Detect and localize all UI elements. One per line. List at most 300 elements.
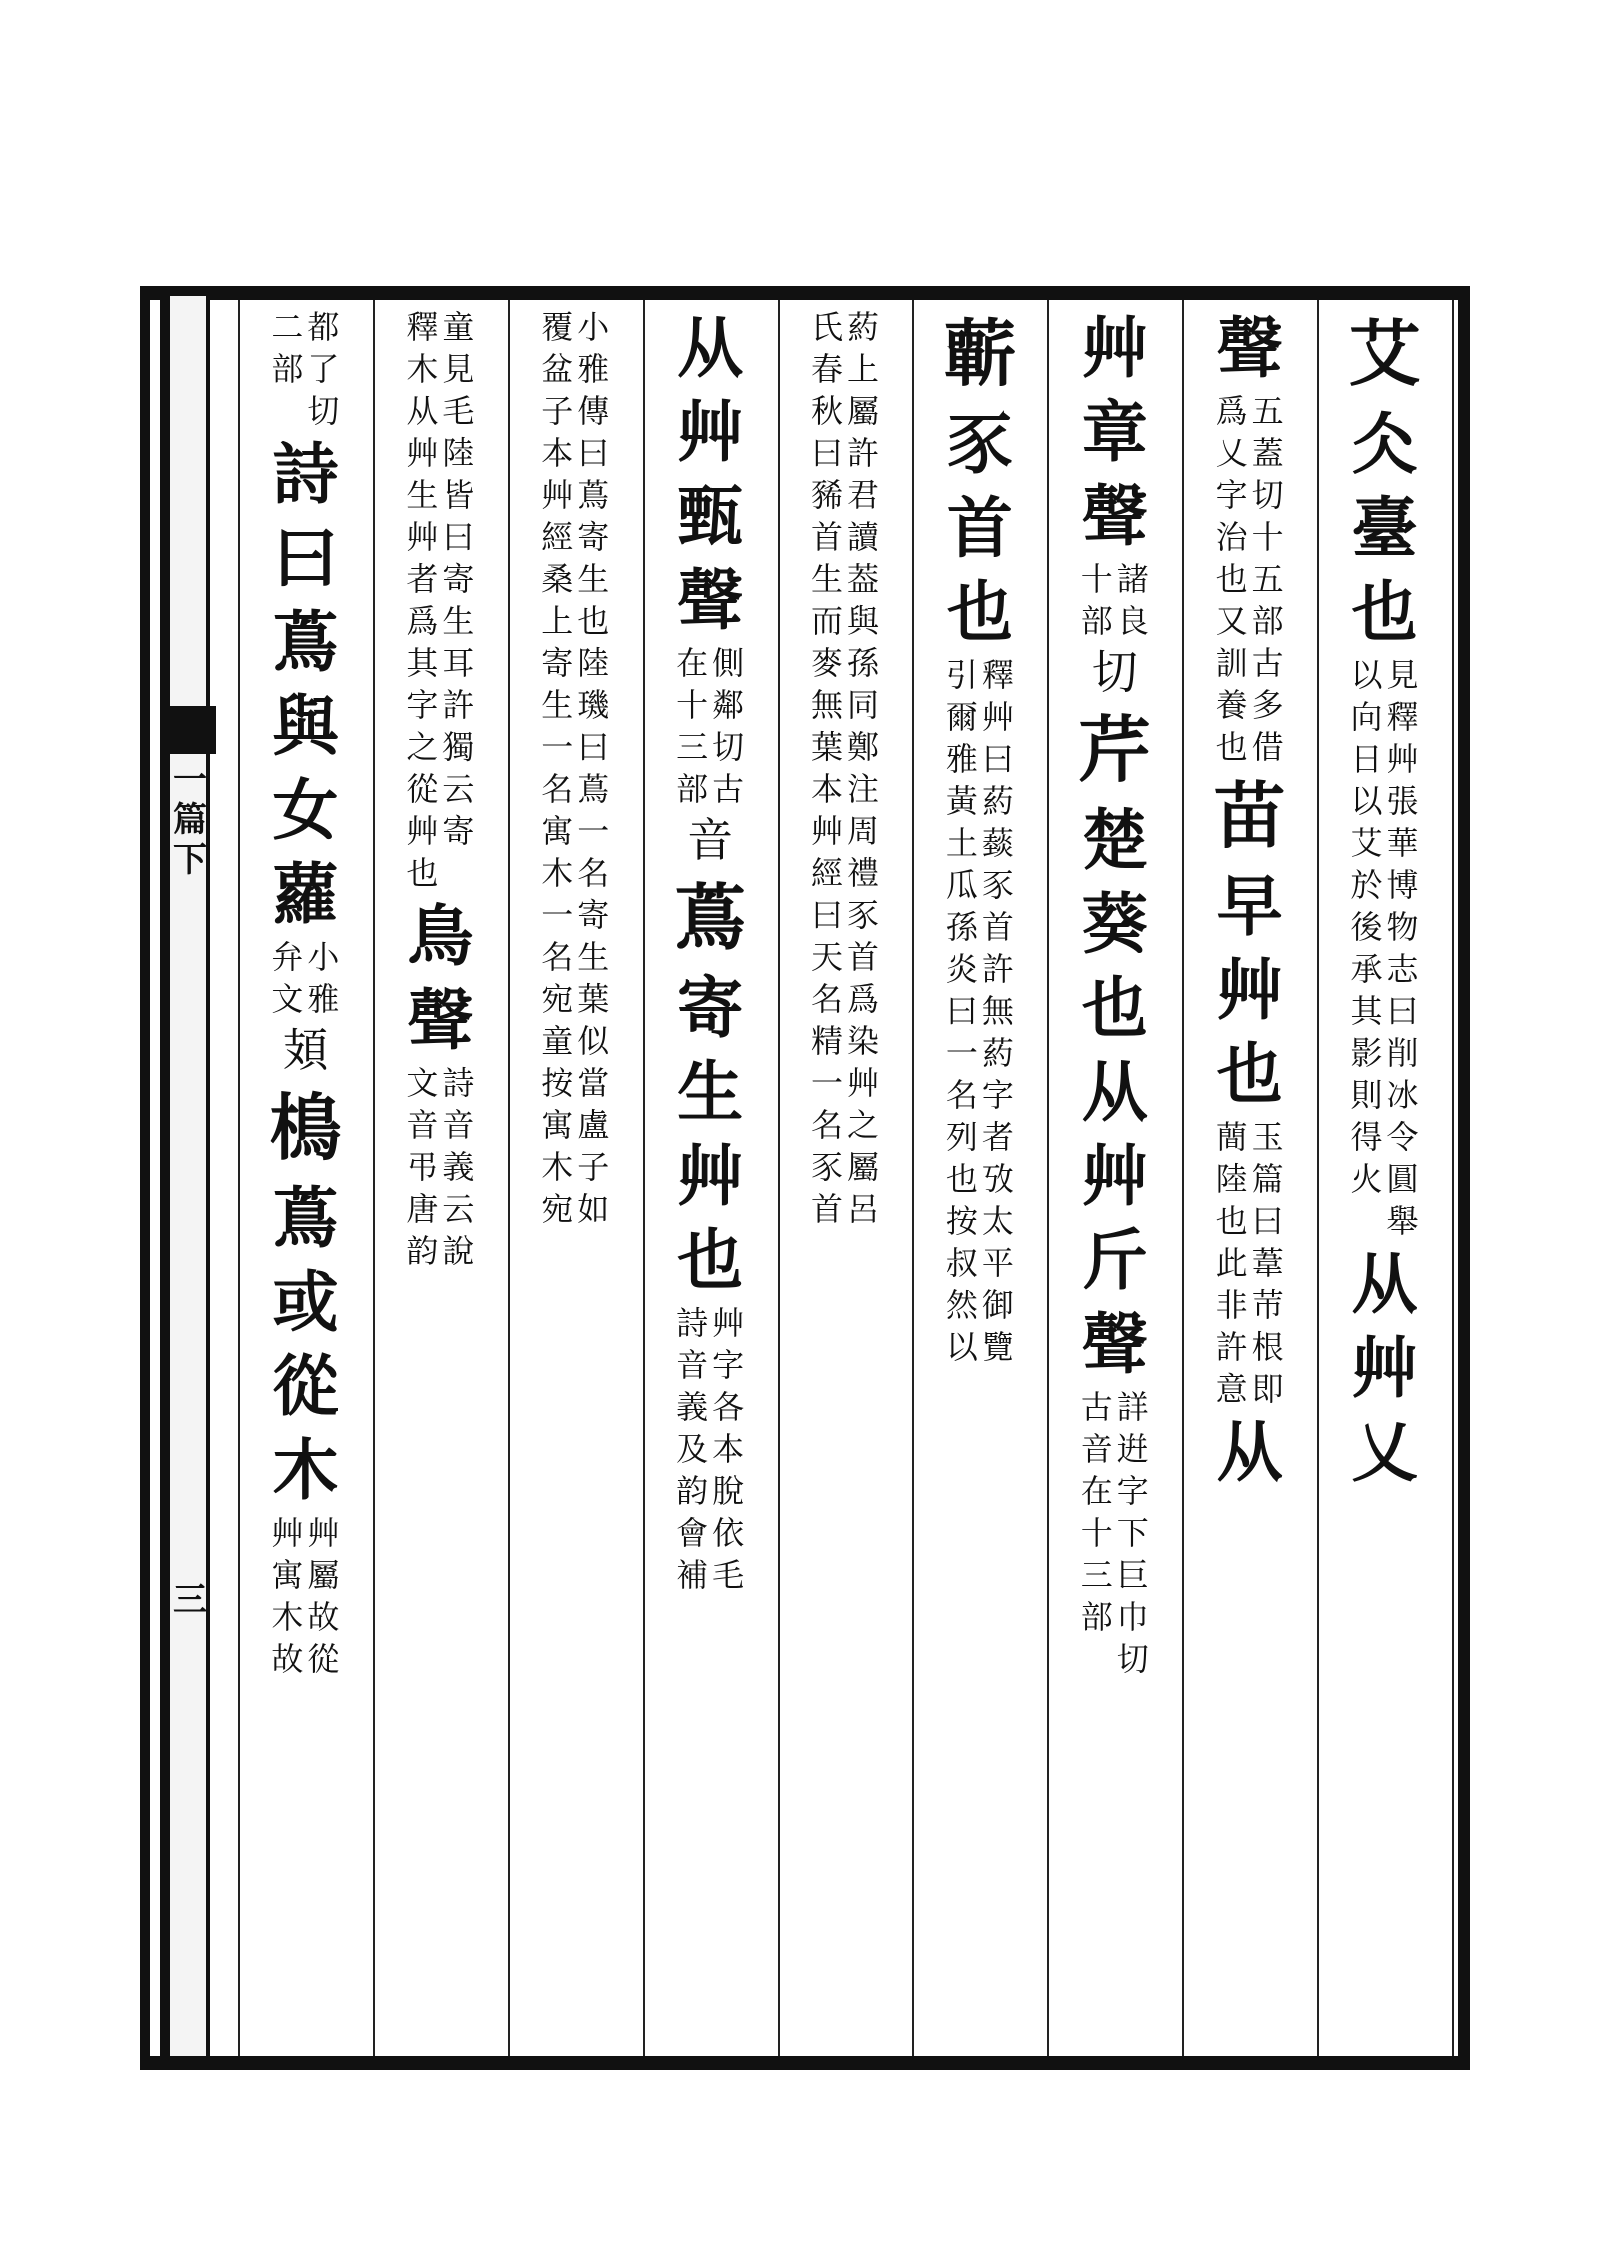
annotation-char: 一	[541, 728, 574, 766]
annotation-line	[1349, 654, 1385, 1242]
main-text-char: 也	[946, 573, 1013, 651]
main-text-char: 艸	[1351, 1329, 1418, 1407]
small-text-char: 音	[687, 813, 734, 867]
annotation-char: 生	[541, 686, 574, 724]
annotation-char: 雅	[945, 740, 978, 778]
annotation-line	[539, 306, 575, 1230]
seal-script-headword: 苗	[1213, 773, 1286, 858]
seal-script-headword: 蘄	[943, 311, 1016, 396]
annotation-char: 無	[810, 686, 843, 724]
annotation-char: 與	[846, 602, 879, 640]
annotation-char: 又	[1215, 602, 1248, 640]
annotation-char: 十	[1080, 560, 1113, 598]
annotation-char: 會	[676, 1514, 709, 1552]
annotation-char: 按	[541, 1064, 574, 1102]
annotation-char: 春	[810, 350, 843, 388]
annotation-char: 寄	[442, 560, 475, 598]
annotation-char: 爾	[945, 698, 978, 736]
annotation-char: 也	[406, 854, 439, 892]
annotation-char: 土	[945, 824, 978, 862]
annotation-char: 盆	[541, 350, 574, 388]
annotation-char: 引	[945, 656, 978, 694]
frame-bottom-border	[140, 2056, 1470, 2070]
annotation-char: 曰	[945, 992, 978, 1030]
annotation-char: 耳	[442, 644, 475, 682]
annotation-char: 三	[1080, 1556, 1113, 1594]
annotation-char: 逬	[1116, 1430, 1149, 1468]
annotation-char: 巨	[1116, 1556, 1149, 1594]
annotation-char: 則	[1350, 1076, 1383, 1114]
main-text-char: 豕	[946, 405, 1013, 483]
annotation-char: 云	[442, 770, 475, 808]
main-text-char: 曰	[272, 519, 339, 597]
annotation-line	[1115, 558, 1151, 642]
annotation-char: 故	[271, 1640, 304, 1678]
annotation-char: 䒥	[1251, 1286, 1284, 1324]
annotation-char: 注	[846, 770, 879, 808]
main-text-char: 聲	[407, 981, 474, 1059]
main-text-char: 鳥	[407, 897, 474, 975]
annotation-line	[440, 1062, 476, 1272]
annotation-char: 孫	[945, 908, 978, 946]
column-rule	[1047, 300, 1049, 2056]
annotation-char: 同	[846, 686, 879, 724]
annotation-char: 博	[1386, 866, 1419, 904]
annotation-pair	[1349, 654, 1421, 1242]
small-text-char: 切	[1091, 645, 1138, 699]
annotation-char: 生	[577, 560, 610, 598]
annotation-char: 首	[810, 1190, 843, 1228]
annotation-char: 䕭	[981, 824, 1014, 862]
annotation-char: 詩	[442, 1064, 475, 1102]
annotation-char: 雅	[307, 980, 340, 1018]
annotation-char: 補	[676, 1556, 709, 1594]
annotation-char: 張	[1386, 782, 1419, 820]
annotation-char: 向	[1350, 698, 1383, 736]
annotation-char: 說	[442, 1232, 475, 1270]
annotation-char: 艸	[271, 1514, 304, 1552]
annotation-char: 詳	[1116, 1388, 1149, 1426]
annotation-char: 經	[810, 854, 843, 892]
annotation-char: 雅	[577, 350, 610, 388]
main-text-char: 仌	[1351, 405, 1418, 483]
main-text-char: 也	[1351, 573, 1418, 651]
annotation-char: 部	[1080, 1598, 1113, 1636]
annotation-char: 屬	[846, 1148, 879, 1186]
annotation-char: 寄	[577, 518, 610, 556]
annotation-char: 艸	[1386, 740, 1419, 778]
annotation-char: 字	[1116, 1472, 1149, 1510]
column-rule	[1317, 300, 1319, 2056]
annotation-char: 曰	[810, 434, 843, 472]
annotation-pair	[1214, 390, 1286, 768]
annotation-char: 小	[307, 938, 340, 976]
main-text-char: 木	[272, 1431, 339, 1509]
annotation-char: 得	[1350, 1118, 1383, 1156]
annotation-char: 物	[1386, 908, 1419, 946]
annotation-char: 令	[1386, 1118, 1419, 1156]
annotation-char: 曰	[1251, 1202, 1284, 1240]
annotation-char: 小	[577, 308, 610, 346]
annotation-char: 屬	[307, 1556, 340, 1594]
text-column	[808, 306, 882, 1230]
annotation-char: 本	[810, 770, 843, 808]
annotation-char: 此	[1215, 1244, 1248, 1282]
annotation-char: 也	[577, 602, 610, 640]
annotation-line	[1250, 1116, 1286, 1410]
annotation-char: 名	[577, 854, 610, 892]
main-text-char: 乂	[1351, 1413, 1418, 1491]
annotation-char: 削	[1386, 1034, 1419, 1072]
main-text-char: 首	[946, 489, 1013, 567]
seal-script-headword: 艾	[1348, 311, 1421, 396]
annotation-char: 十	[676, 686, 709, 724]
annotation-char: 切	[307, 392, 340, 430]
annotation-pair	[539, 306, 611, 1230]
annotation-line	[269, 306, 305, 432]
spine-fishtail-mark	[160, 706, 216, 754]
main-text-char: 女	[272, 771, 339, 849]
annotation-line	[809, 306, 845, 1230]
annotation-char: 巾	[1116, 1598, 1149, 1636]
main-text-char: 臺	[1351, 489, 1418, 567]
spine-strip	[160, 296, 210, 2056]
annotation-char: 麥	[810, 644, 843, 682]
main-text-char: 也	[1216, 1035, 1283, 1113]
annotation-char: 鄰	[712, 686, 745, 724]
main-text-char: 蔦	[272, 603, 339, 681]
annotation-char: 爲	[1215, 392, 1248, 430]
annotation-char: 童	[541, 1022, 574, 1060]
annotation-char: 以	[1350, 782, 1383, 820]
annotation-pair	[1079, 558, 1151, 642]
annotation-char: 良	[1116, 602, 1149, 640]
annotation-char: 而	[810, 602, 843, 640]
annotation-char: 豕	[810, 1148, 843, 1186]
annotation-char: 許	[981, 950, 1014, 988]
annotation-char: 許	[846, 434, 879, 472]
annotation-char: 後	[1350, 908, 1383, 946]
annotation-char: 一	[945, 1034, 978, 1072]
main-text-char: 艸	[677, 1137, 744, 1215]
annotation-char: 從	[307, 1640, 340, 1678]
annotation-char: 釋	[406, 308, 439, 346]
annotation-char: 覽	[981, 1328, 1014, 1366]
annotation-char: 無	[981, 992, 1014, 1030]
annotation-char: 志	[1386, 950, 1419, 988]
annotation-line	[980, 654, 1016, 1368]
annotation-char: 切	[712, 728, 745, 766]
annotation-char: 寄	[442, 812, 475, 850]
annotation-char: 秋	[810, 392, 843, 430]
column-rule	[508, 300, 510, 2056]
annotation-char: 音	[1080, 1430, 1113, 1468]
text-column	[943, 306, 1017, 1368]
annotation-char: 曰	[981, 740, 1014, 778]
annotation-char: 許	[1215, 1328, 1248, 1366]
annotation-char: 蓋	[1251, 434, 1284, 472]
annotation-char: 二	[271, 308, 304, 346]
annotation-char: 艾	[1350, 824, 1383, 862]
main-text-char: 艸	[1081, 1137, 1148, 1215]
annotation-line	[1250, 390, 1286, 768]
annotation-char: 詩	[676, 1304, 709, 1342]
annotation-pair	[944, 654, 1016, 1368]
annotation-char: 文	[406, 1064, 439, 1102]
main-text-char: 章	[1081, 393, 1148, 471]
annotation-line	[305, 306, 341, 432]
annotation-char: 依	[712, 1514, 745, 1552]
column-rule	[373, 300, 375, 2056]
annotation-char: 童	[442, 308, 475, 346]
annotation-char: 屬	[846, 392, 879, 430]
annotation-char: 篇	[1251, 1160, 1284, 1198]
annotation-char: 部	[676, 770, 709, 808]
annotation-char: 宛	[541, 980, 574, 1018]
annotation-char: 義	[442, 1148, 475, 1186]
annotation-char: 生	[577, 938, 610, 976]
spine-char: 下	[173, 840, 207, 880]
annotation-char: 精	[810, 1022, 843, 1060]
main-text-char: 从	[1081, 1053, 1148, 1131]
annotation-char: 諸	[1116, 560, 1149, 598]
main-text-char: 从	[1216, 1413, 1283, 1491]
annotation-char: 葉	[577, 980, 610, 1018]
annotation-char: 曰	[1386, 992, 1419, 1030]
annotation-char: 孫	[846, 644, 879, 682]
column-rule	[912, 300, 914, 2056]
annotation-char: 名	[541, 770, 574, 808]
annotation-pair	[1214, 1116, 1286, 1410]
annotation-char: 治	[1215, 518, 1248, 556]
seal-script-headword: 芹	[1078, 707, 1151, 792]
annotation-char: 寓	[541, 812, 574, 850]
annotation-line	[944, 654, 980, 1368]
annotation-char: 木	[271, 1598, 304, 1636]
text-column	[268, 306, 342, 1680]
main-text-char: 葵	[1081, 885, 1148, 963]
annotation-char: 下	[1116, 1514, 1149, 1552]
annotation-char: 部	[1251, 602, 1284, 640]
annotation-char: 三	[676, 728, 709, 766]
annotation-char: 也	[1215, 560, 1248, 598]
annotation-char: 首	[810, 518, 843, 556]
annotation-char: 陸	[1215, 1160, 1248, 1198]
annotation-char: 寄	[577, 896, 610, 934]
annotation-char: 之	[846, 1106, 879, 1144]
annotation-char: 桑	[541, 560, 574, 598]
annotation-char: 音	[442, 1106, 475, 1144]
main-text-char: 楚	[1081, 801, 1148, 879]
annotation-char: 艸	[406, 812, 439, 850]
frame-right-border	[1458, 286, 1470, 2070]
annotation-line	[305, 1512, 341, 1680]
annotation-char: 養	[1215, 686, 1248, 724]
annotation-char: 皆	[442, 476, 475, 514]
main-text-char: 艸	[677, 393, 744, 471]
annotation-line	[1115, 1386, 1151, 1680]
main-text-char: 也	[1081, 969, 1148, 1047]
annotation-line	[674, 1302, 710, 1596]
annotation-line	[710, 642, 746, 810]
annotation-line	[1079, 1386, 1115, 1680]
frame-top-border	[140, 286, 1470, 300]
main-text-char: 聲	[677, 561, 744, 639]
annotation-char: 十	[1080, 1514, 1113, 1552]
annotation-char: 葦	[1251, 1244, 1284, 1282]
annotation-char: 脫	[712, 1472, 745, 1510]
annotation-char: 釋	[1386, 698, 1419, 736]
annotation-line	[1385, 654, 1421, 1242]
annotation-char: 見	[442, 350, 475, 388]
annotation-char: 舉	[1386, 1202, 1419, 1240]
annotation-char: 日	[1350, 740, 1383, 778]
annotation-char: 上	[541, 602, 574, 640]
seal-script-headword: 樢	[269, 1085, 342, 1170]
annotation-char: 故	[307, 1598, 340, 1636]
annotation-char: 都	[307, 308, 340, 346]
annotation-char: 平	[981, 1244, 1014, 1282]
annotation-char: 部	[271, 350, 304, 388]
annotation-char: 以	[945, 1328, 978, 1366]
annotation-char: 染	[846, 1022, 879, 1060]
annotation-char: 按	[945, 1202, 978, 1240]
annotation-char: 木	[541, 854, 574, 892]
annotation-char: 盧	[577, 1106, 610, 1144]
main-text-char: 寄	[677, 969, 744, 1047]
annotation-char: 子	[577, 1148, 610, 1186]
main-text-char: 蔦	[272, 1179, 339, 1257]
text-column	[1348, 306, 1422, 1494]
annotation-char: 葢	[846, 560, 879, 598]
annotation-char: 各	[712, 1388, 745, 1426]
annotation-char: 寄	[541, 644, 574, 682]
annotation-char: 一	[810, 1064, 843, 1102]
annotation-char: 古	[712, 770, 745, 808]
annotation-char: 借	[1251, 728, 1284, 766]
annotation-char: 鄭	[846, 728, 879, 766]
main-text-char: 艸	[1081, 309, 1148, 387]
annotation-char: 十	[1251, 518, 1284, 556]
annotation-char: 艸	[406, 434, 439, 472]
annotation-char: 君	[846, 476, 879, 514]
column-rule	[1182, 300, 1184, 2056]
annotation-char: 非	[1215, 1286, 1248, 1324]
annotation-char: 太	[981, 1202, 1014, 1240]
annotation-pair	[809, 306, 881, 1230]
annotation-char: 禮	[846, 854, 879, 892]
text-column	[1213, 306, 1287, 1494]
annotation-char: 字	[981, 1076, 1014, 1114]
annotation-char: 豕	[981, 866, 1014, 904]
annotation-char: 宛	[541, 1190, 574, 1228]
annotation-char: 字	[1215, 476, 1248, 514]
annotation-pair	[269, 306, 341, 432]
annotation-char: 生	[442, 602, 475, 640]
annotation-char: 如	[577, 1190, 610, 1228]
annotation-pair	[269, 936, 341, 1020]
annotation-char: 陸	[442, 434, 475, 472]
annotation-char: 弁	[271, 938, 304, 976]
annotation-char: 之	[406, 728, 439, 766]
annotation-char: 御	[981, 1286, 1014, 1324]
annotation-char: 火	[1350, 1160, 1383, 1198]
annotation-char: 了	[307, 350, 340, 388]
annotation-char: 毛	[442, 392, 475, 430]
main-text-char: 從	[272, 1347, 339, 1425]
annotation-char: 蕳	[1215, 1118, 1248, 1156]
annotation-char: 五	[1251, 392, 1284, 430]
annotation-char: 意	[1215, 1370, 1248, 1408]
annotation-char: 當	[577, 1064, 610, 1102]
annotation-char: 陸	[577, 644, 610, 682]
annotation-line	[404, 306, 440, 894]
annotation-char: 天	[810, 938, 843, 976]
annotation-char: 然	[945, 1286, 978, 1324]
annotation-line	[440, 306, 476, 894]
text-column	[1078, 306, 1152, 1680]
annotation-char: 及	[676, 1430, 709, 1468]
annotation-char: 也	[1215, 1202, 1248, 1240]
annotation-line	[845, 306, 881, 1230]
annotation-char: 者	[981, 1118, 1014, 1156]
annotation-char: 側	[712, 644, 745, 682]
annotation-char: 華	[1386, 824, 1419, 862]
annotation-char: 蔦	[577, 770, 610, 808]
annotation-char: 切	[1251, 476, 1284, 514]
annotation-char: 子	[541, 392, 574, 430]
annotation-char: 毛	[712, 1556, 745, 1594]
annotation-char: 从	[406, 392, 439, 430]
main-text-char: 早	[1216, 867, 1283, 945]
main-text-char: 聲	[1216, 309, 1283, 387]
annotation-char: 似	[577, 1022, 610, 1060]
column-rule	[643, 300, 645, 2056]
annotation-char: 列	[945, 1118, 978, 1156]
annotation-char: 艸	[406, 518, 439, 556]
annotation-line	[269, 1512, 305, 1680]
annotation-char: 曰	[577, 728, 610, 766]
annotation-char: 乂	[1215, 434, 1248, 472]
annotation-char: 周	[846, 812, 879, 850]
annotation-char: 即	[1251, 1370, 1284, 1408]
text-column	[673, 306, 747, 1596]
annotation-char: 本	[712, 1430, 745, 1468]
annotation-char: 經	[541, 518, 574, 556]
annotation-char: 音	[676, 1346, 709, 1384]
annotation-char: 艸	[712, 1304, 745, 1342]
annotation-pair	[404, 1062, 476, 1272]
annotation-char: 五	[1251, 560, 1284, 598]
annotation-char: 葉	[810, 728, 843, 766]
annotation-char: 璣	[577, 686, 610, 724]
annotation-char: 以	[1350, 656, 1383, 694]
annotation-char: 黃	[945, 782, 978, 820]
annotation-char: 呂	[846, 1190, 879, 1228]
annotation-char: 根	[1251, 1328, 1284, 1366]
annotation-line	[1079, 558, 1115, 642]
annotation-char: 生	[810, 560, 843, 598]
annotation-char: 艸	[307, 1514, 340, 1552]
annotation-char: 曰	[810, 896, 843, 934]
spine-label	[170, 760, 210, 880]
annotation-char: 名	[541, 938, 574, 976]
annotation-char: 曰	[577, 434, 610, 472]
annotation-line	[1214, 1116, 1250, 1410]
annotation-line	[710, 1302, 746, 1596]
annotation-char: 在	[676, 644, 709, 682]
text-column	[538, 306, 612, 1230]
